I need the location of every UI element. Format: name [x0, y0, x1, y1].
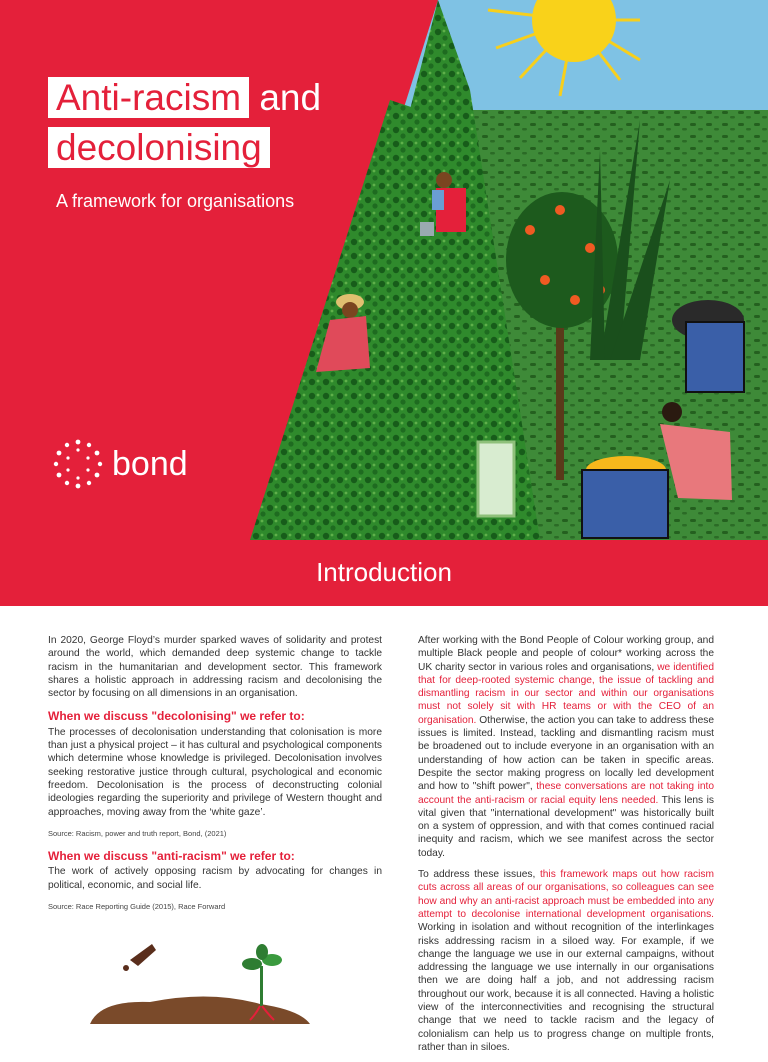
right-paragraph-1 — [418, 634, 714, 860]
right-p2-highlight: this framework maps out how racism cuts across all areas of our organisations, so colleagues can see how and why an anti-racist approach must be embedded into any attempt to decolonise international development organisations. — [418, 869, 714, 920]
right-p2-text-b: Working in isolation and without recognition of the interlinkages risks addressing racism in a siloed way. For example, if we change the language we use in our external campaigns, without addressing the language we use internally in our organisations then we are doing half a job, and not addressing racism throughout our work, because it is all connected. Having a holistic view of the interconnectivities and recognising the structural change that we need to tackle racism and the legacy of colonialism can help us to progress change on multiple fronts, rather than in siloes. — [418, 922, 714, 1053]
source-decolonising: Source: Racism, power and truth report, Bond, (2021) — [48, 828, 227, 838]
planting-illustration — [60, 940, 320, 1024]
decolonising-definition: The processes of decolonisation understanding that colonisation is more than just a physical project – it has cultural and psychological components which determine whose knowledge is privileged. Decolonisation involves seeking restorative justice through cultural, psychological and economic freedom. Decolonisation is the process of deconstructing colonial ideologies regarding the superiority and privilege of Western thought and approaches, moving away from the ‘white gaze’. — [48, 726, 382, 818]
introduction-title: Introduction — [316, 557, 452, 587]
right-p1-text-b: Otherwise, the action you can take to address these issues is limited. Instead, tackling and dismantling racism must be broadened out to include everyone in an organisation with an understanding of how action can be taken in specific areas. Despite the sector making progress on locally led development and how to "shift power", — [418, 714, 714, 793]
cover-title — [48, 76, 321, 176]
basket-front — [582, 456, 668, 538]
right-p1-text-a: After working with the Bond People of Colour working group, and multiple Black people and people of colour* working across the UK charity sector in various roles and organisations, — [418, 635, 714, 673]
heading-anti-racism: When we discuss "anti-racism" we refer to: — [48, 849, 295, 864]
cover-subtitle: A framework for organisations — [56, 191, 295, 211]
left-column — [48, 634, 382, 923]
right-p1-highlight-1: we identified that for deep-rooted systemic change, the issue of tackling and dismantling racism in our sector and within our organisations must not solely sit with HR teams or with the CEO of an organisation. — [418, 661, 714, 726]
left-paragraph-1: In 2020, George Floyd’s murder sparked waves of solidarity and protest around the world, which demanded deep systemic change to tackle racism in the humanitarian and development sector. This framework shares a holistic approach in addressing racism and decolonising the sector by focusing on all dimensions in an organisation. — [48, 635, 382, 700]
right-column — [418, 634, 714, 1062]
introduction-band — [0, 540, 768, 606]
anti-racism-definition: The work of actively opposing racism by advocating for changes in political, economic, and social life. — [48, 866, 382, 891]
bond-logo — [50, 436, 210, 496]
title-line-2: decolonising — [48, 127, 270, 168]
right-p1-highlight-2: these conversations are not taking into account the anti-racism or racial equity lens needed. — [418, 781, 714, 806]
heading-decolonising: When we discuss "decolonising" we refer to: — [48, 709, 305, 724]
right-p1-text-c: This lens is vital given that "international development" was historically built on a system of oppression, and with that comes continued racial inequity and racism, which we see manifest across the sector today. — [418, 794, 714, 859]
right-paragraph-2 — [418, 868, 714, 1054]
striped-sack — [478, 442, 514, 516]
bond-logo-icon — [50, 436, 106, 492]
title-and: and — [259, 77, 322, 118]
right-p2-text-a: To address these issues, — [418, 869, 540, 881]
source-anti-racism: Source: Race Reporting Guide (2015), Race Forward — [48, 902, 226, 912]
title-highlight: Anti-racism — [48, 77, 249, 118]
bond-logo-text: bond — [112, 445, 188, 483]
